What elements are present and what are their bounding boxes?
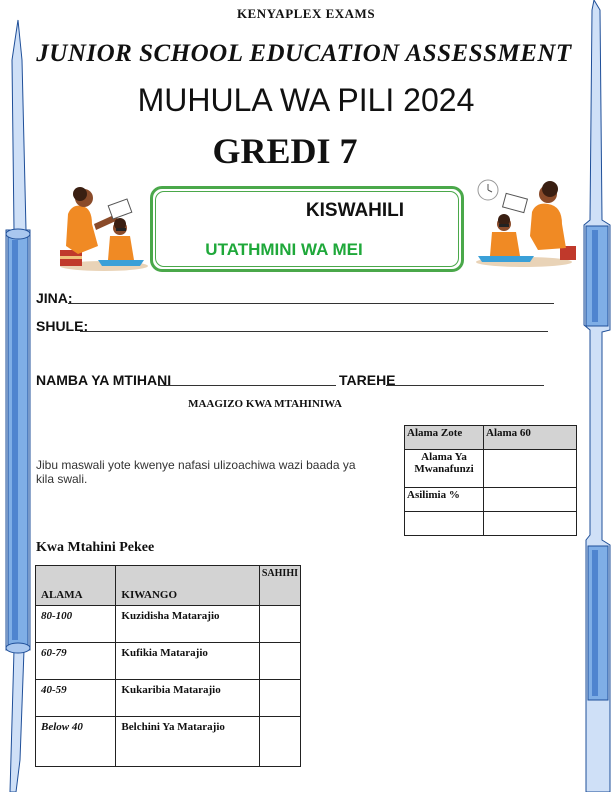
name-input-line[interactable] — [68, 303, 554, 304]
index-number-input-line[interactable] — [158, 385, 336, 386]
right-teacher-student-illustration — [474, 176, 578, 268]
column-header-sahihi: SAHIHI — [259, 566, 300, 606]
exam-title: JUNIOR SCHOOL EDUCATION ASSESSMENT — [36, 40, 572, 67]
performance-level: Kuzidisha Matarajio — [116, 606, 259, 643]
column-header-alama: ALAMA — [36, 566, 116, 606]
total-marks-label: Alama Zote — [405, 426, 484, 450]
signature-cell[interactable] — [259, 606, 300, 643]
blank-cell[interactable] — [405, 512, 484, 536]
index-number-label: NAMBA YA MTIHANI — [36, 372, 172, 388]
student-marks-label: Alama Ya Mwanafunzi — [405, 450, 484, 488]
score-table — [404, 425, 577, 536]
score-range: 80-100 — [36, 606, 116, 643]
table-row — [36, 680, 301, 717]
instructions-text: Jibu maswali yote kwenye nafasi ulizoachiwa wazi baada ya kila swali. — [36, 458, 356, 486]
school-label: SHULE: — [36, 318, 89, 334]
student-marks-cell[interactable] — [484, 450, 577, 488]
table-row — [36, 717, 301, 767]
percentage-cell[interactable] — [484, 488, 577, 512]
performance-level: Kufikia Matarajio — [116, 643, 259, 680]
grade-heading: GREDI 7 — [212, 131, 358, 171]
performance-level: Belchini Ya Matarajio — [116, 717, 259, 767]
score-range: 60-79 — [36, 643, 116, 680]
date-input-line[interactable] — [386, 385, 544, 386]
examiner-heading: Kwa Mtahini Pekee — [36, 540, 155, 555]
percentage-label: Asilimia % — [405, 488, 484, 512]
assessment-name: UTATHMINI WA MEI — [205, 240, 363, 259]
signature-cell[interactable] — [259, 717, 300, 767]
score-range: 40-59 — [36, 680, 116, 717]
date-label: TAREHE — [339, 372, 396, 388]
exam-term: MUHULA WA PILI 2024 — [137, 82, 475, 118]
grading-table — [35, 565, 301, 767]
instructions-heading: MAAGIZO KWA MTAHINIWA — [188, 398, 342, 410]
subject-name: KISWAHILI — [305, 200, 405, 221]
left-teacher-student-illustration — [58, 184, 150, 272]
score-range: Below 40 — [36, 717, 116, 767]
performance-level: Kukaribia Matarajio — [116, 680, 259, 717]
blank-cell[interactable] — [484, 512, 577, 536]
column-header-kiwango: KIWANGO — [116, 566, 259, 606]
total-marks-value: Alama 60 — [484, 426, 577, 450]
table-row — [36, 606, 301, 643]
school-input-line[interactable] — [80, 331, 548, 332]
name-label: JINA: — [36, 290, 73, 306]
signature-cell[interactable] — [259, 643, 300, 680]
signature-cell[interactable] — [259, 680, 300, 717]
table-row — [36, 643, 301, 680]
publisher-name: KENYAPLEX EXAMS — [236, 6, 376, 21]
